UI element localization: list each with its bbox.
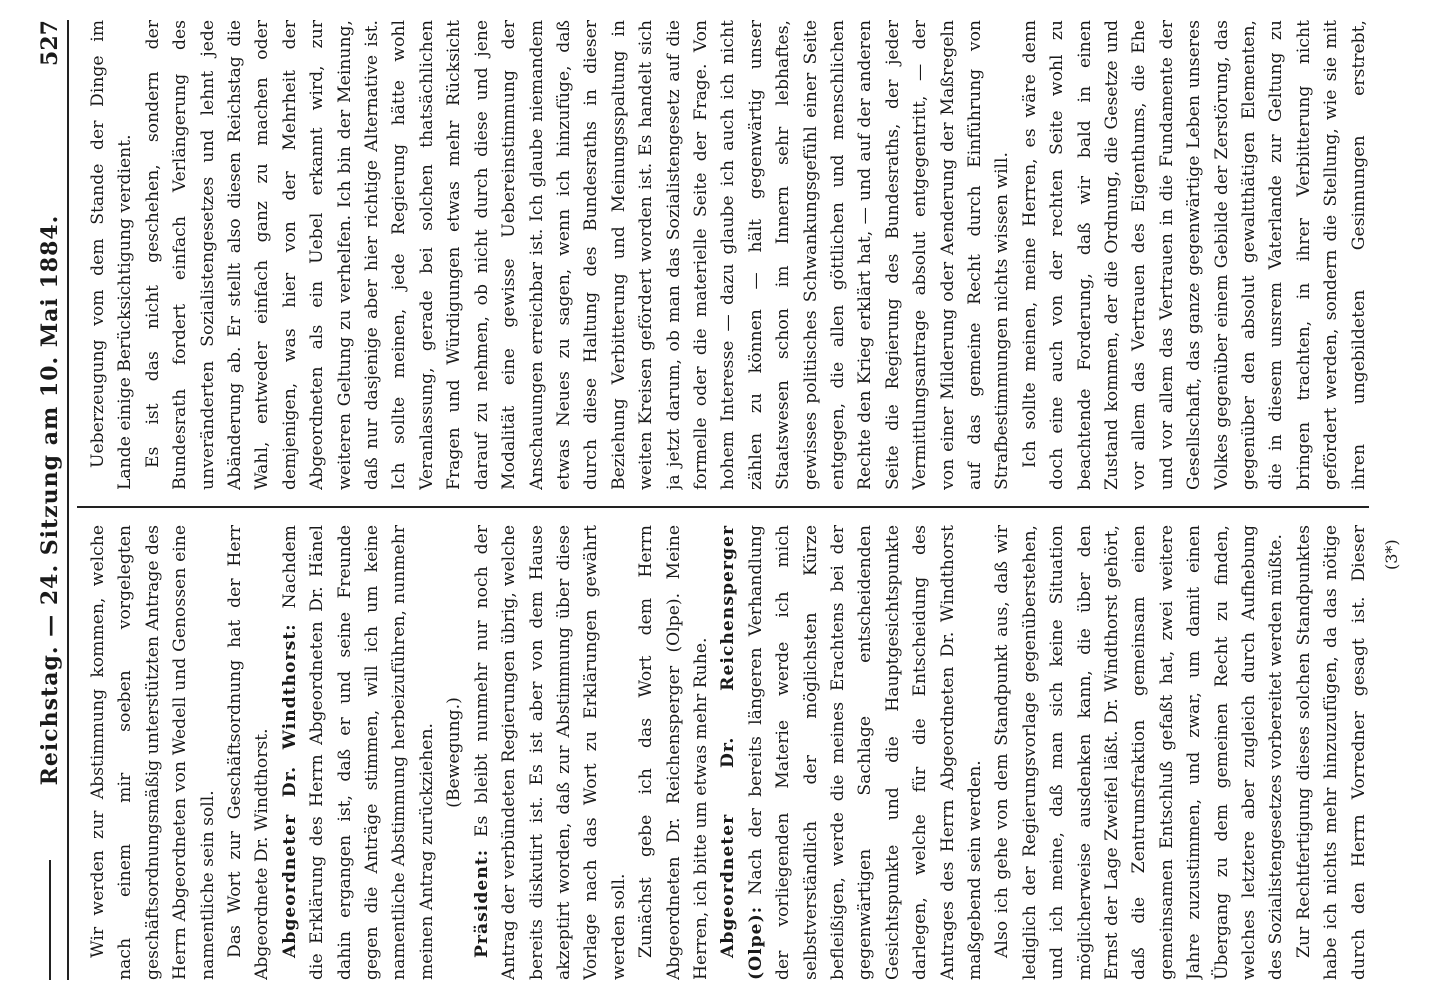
paragraph-text: Zur Rechtfertigung dieses solchen Standpunktes habe ich nichts mehr hinzuzufügen, da das nötige durch den Herrn Vorredner gesagt ist. Dieser — [1293, 525, 1369, 980]
right-column — [85, 20, 1375, 490]
scanned-page — [15, 0, 1405, 1000]
page-title: Reichstag. — 24. Sitzung am 10. Mai 1884. — [37, 214, 63, 786]
page-header — [37, 20, 69, 980]
paragraph — [633, 525, 715, 980]
paragraph-text: Ich sollte meinen, meine Herren, es wäre denn doch eine auch von der rechten Seite wohl zu beachtende Forderung, daß wir bald in einen Zustand kommen, der die Ordnung, die Gesetze und vor allem das Vertrauen des Eigenthums, die Ehe und vor allem das Vertrauen in die Fundamente der Gesellschaft, das ganze gegenwärtige Leben unseres Volkes gegenüber einem Gebilde der Zerstörung, das gegenüber den absolut gewaltthätigen Elementen, die in diesem unsrem Vaterlande zur Geltung zu bringen trachten, in ihrer Verbitterung nicht gefördert werden, sondern die Stellung, wie sie mit ihren ungebildeten Gesinnungen erstrebt, — [1019, 20, 1369, 490]
paragraph-text: Zunächst gebe ich das Wort dem Herrn Abgeordneten Dr. Reichensperger (Olpe). Meine Herren, ich bitte um etwas mehr Ruhe. — [636, 525, 711, 980]
speaker-name: Abgeordneter Dr. Windthorst: — [279, 623, 300, 958]
left-column — [85, 525, 1375, 980]
paragraph-text: Es bleibt nunmehr nur noch der Antrag der verbündeten Regierungen übrig, welche bereits diskutirt ist. Es ist aber von dem Hause akzeptirt worden, daß zur Abstimmung über diese Vorlage nach das Wort zu Erklärungen gewährt werden soll. — [471, 525, 629, 980]
speaker-name: Abgeordneter Dr. Reichensperger (Olpe): — [718, 525, 766, 980]
stage-direction — [441, 525, 468, 980]
paragraph-text: Ueberzeugung vom dem Stande der Dinge im Lande einige Berücksichtigung verdient. — [88, 20, 136, 490]
speech-paragraph — [715, 525, 989, 980]
page-number: 527 — [37, 20, 63, 66]
column-divider — [77, 506, 1369, 508]
paragraph — [85, 20, 140, 490]
speaker-name: Präsident: — [471, 848, 492, 958]
paragraph — [140, 20, 1017, 490]
paragraph-text: Nach der bereits längeren Verhandlung der vorliegenden Materie werde ich mich selbstverständlich der möglichsten Kürze befleißigen, werde die meines Erachtens bei der gegenwärtigen Sachlage entscheidenden Gesichtspunkte und die Hauptgesichtspunkte darlegen, welche für die Entscheidung des Antrages des Herrn Abgeordneten Dr. Windthorst maßgebend sein werden. — [745, 525, 985, 980]
speech-paragraph — [277, 525, 441, 980]
paragraph — [989, 525, 1290, 980]
stage-direction-text: (Bewegung.) — [444, 697, 465, 808]
paragraph-text: Das Wort zur Geschäftsordnung hat der Herr Abgeordnete Dr. Windthorst. — [225, 525, 273, 980]
paragraph — [222, 525, 277, 980]
paragraph-text: Es ist das nicht geschehen, sondern der Bundesrath fordert einfach Verlängerung des unveränderten Sozialistengesetzes und lehnt jede Abänderung ab. Er stellt also diesen Reichstag die Wahl, entweder einfach ganz zu machen oder demjenigen, was hier von der Mehrheit der Abgeordneten als ein Uebel erkannt wird, zur weiteren Geltung zu verhelfen. Ich bin der Meinung, daß nur dasjenige aber hier richtige Alternative ist. Ich sollte meinen, jede Regierung hätte wohl Veranlassung, gerade bei solchen thatsächlichen Fragen und Würdigungen etwas mehr Rücksicht darauf zu nehmen, ob nicht durch diese und jene Modalität eine gewisse Uebereinstimmung der Anschauungen erreichbar ist. Ich glaube niemandem etwas Neues zu sagen, wenn ich hinzufüge, daß durch diese Haltung des Bundesraths in dieser Beziehung Verbitterung und Meinungsspaltung in weiten Kreisen gefördert worden ist. Es handelt sich ja jetzt darum, ob man das Sozialistengesetz auf die formelle oder die materielle Seite der Frage. Von hohem Interesse — dazu glaube ich auch ich nicht zählen zu können — hält gegenwärtig unser Staatswesen schon im Innern sehr lebhaftes, gewisses politisches Schwankungsgefühl einer Seite entgegen, die allen göttlichen und menschlichen Rechte den Krieg erklärt hat, — und auf der anderen Seite die Regierung des Bundesraths, der jeder Vermittlungsantrage absolut entgegentritt, — der von einer Milderung oder Aenderung der Maßregeln auf das gemeine Recht durch Einführung von Strafbestimmungen nichts wissen will. — [142, 20, 1013, 490]
signature-mark: (3*) — [1382, 539, 1401, 570]
paragraph-text: Wir werden zur Abstimmung kommen, welche nach einem mir soeben vorgelegten geschäftsordnungsmäßig unterstützten Antrage des Herrn Abgeordneten von Wedell und Genossen eine namentliche sein soll. — [88, 525, 218, 980]
paragraph — [85, 525, 222, 980]
speech-paragraph — [469, 525, 633, 980]
paragraph-text: Also ich gehe von dem Standpunkt aus, daß wir lediglich der Regierungsvorlage gegenüberstehen, und ich meine, daß man sich keine Situation möglicherweise ausdenken kann, die über den Ernst der Lage Zweifel läßt. Dr. Windthorst gehört, daß die Zentrumsfraktion gemeinsam einen gemeinsamen Entschluß gefaßt hat, zwei weitere Jahre zuzustimmen, und zwar, um damit einen Übergang zu dem gemeinen Recht zu finden, welches letztere aber zugleich durch Aufhebung des Sozialistengesetzes vorbereitet werden müßte. — [992, 525, 1287, 980]
paragraph — [1291, 525, 1375, 980]
paragraph-text: Nachdem die Erklärung des Herrn Abgeordneten Dr. Hänel dahin ergangen ist, daß er und seine Freunde gegen die Anträge stimmen, will ich um keine namentliche Abstimmung herbeizuführen, nunmehr meinen Antrag zurückziehen. — [279, 525, 437, 980]
paragraph — [1017, 20, 1375, 490]
